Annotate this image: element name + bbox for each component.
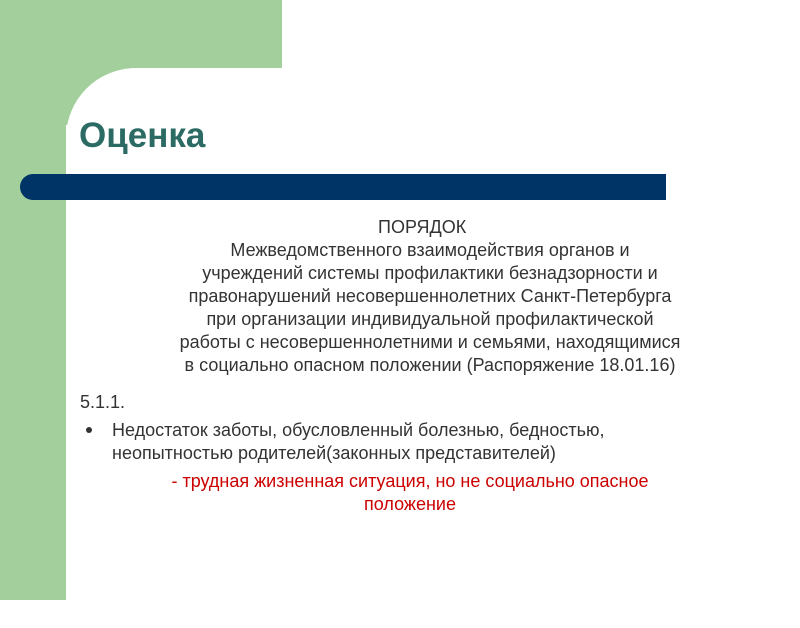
- description-line: при организации индивидуальной профилактической: [206, 309, 654, 329]
- description-line: учреждений системы профилактики безнадзорности и: [202, 263, 658, 283]
- bullet-dot-icon: [86, 427, 92, 433]
- bullet-item: [112, 419, 732, 465]
- description-line: в социально опасном положении (Распоряжение 18.01.16): [184, 355, 676, 375]
- note-line: - трудная жизненная ситуация, но не социально опасное: [171, 471, 649, 491]
- description-line: правонарушений несовершеннолетних Санкт-Петербурга: [188, 286, 672, 306]
- bullet-line: неопытностью родителей(законных представителей): [112, 443, 556, 463]
- conclusion-note: [80, 470, 740, 516]
- section-number: 5.1.1.: [80, 392, 126, 412]
- slide-title: Оценка: [79, 116, 206, 155]
- note-line: положение: [364, 494, 456, 514]
- title-underline-bar: [20, 174, 666, 200]
- order-description: [100, 239, 760, 377]
- order-heading: ПОРЯДОК: [378, 217, 467, 237]
- description-line: Межведомственного взаимодействия органов и: [230, 240, 630, 260]
- bullet-line: Недостаток заботы, обусловленный болезнью, бедностью,: [112, 420, 605, 440]
- description-line: работы с несовершеннолетними и семьями, находящимися: [179, 332, 681, 352]
